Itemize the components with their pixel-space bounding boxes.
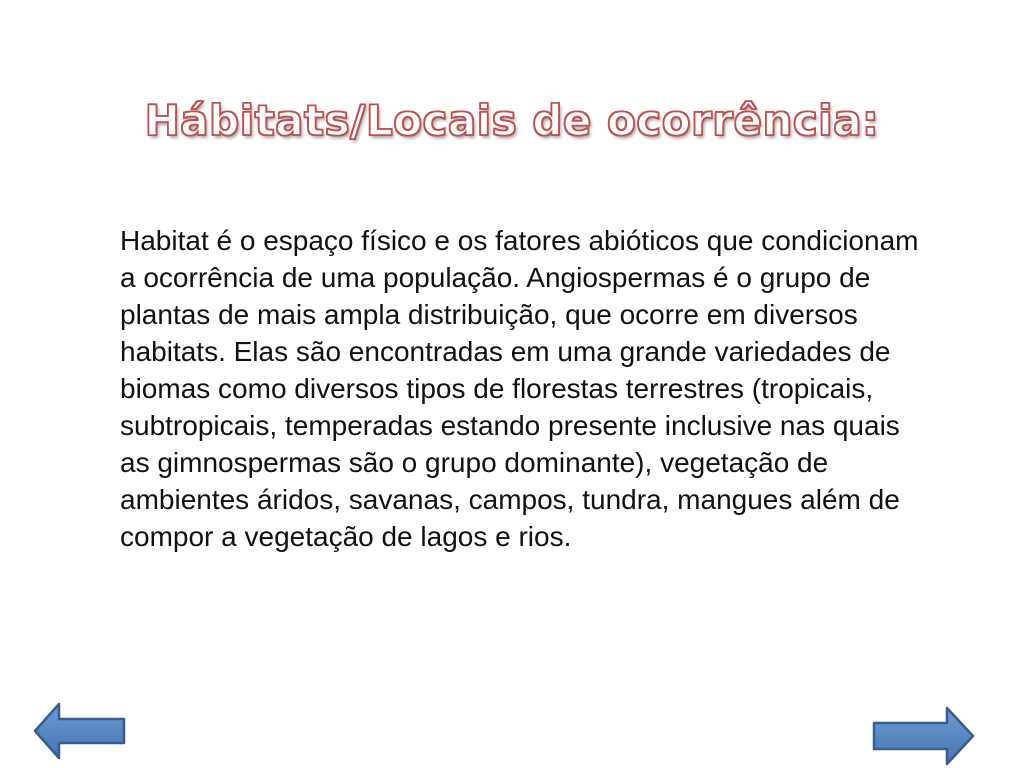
right-arrow-icon	[870, 704, 976, 768]
next-slide-button[interactable]	[870, 704, 976, 768]
previous-slide-button[interactable]	[32, 700, 128, 767]
slide-title: Hábitats/Locais de ocorrência:	[144, 96, 880, 145]
left-arrow-icon	[32, 700, 128, 762]
slide-body-text: Habitat é o espaço físico e os fatores abióticos que condicionam a ocorrência de uma população. Angiospermas é o grupo de plantas de mais ampla distribuição, que ocorre em diversos habitats. Elas são encontradas em uma grande variedades de biomas como diversos tipos de florestas terrestres (tropicais, subtropicais, temperadas estando presente inclusive nas quais as gimnospermas são o grupo dominante), vegetação de ambientes áridos, savanas, campos, tundra, mangues além de compor a vegetação de lagos e rios.	[120, 225, 919, 552]
